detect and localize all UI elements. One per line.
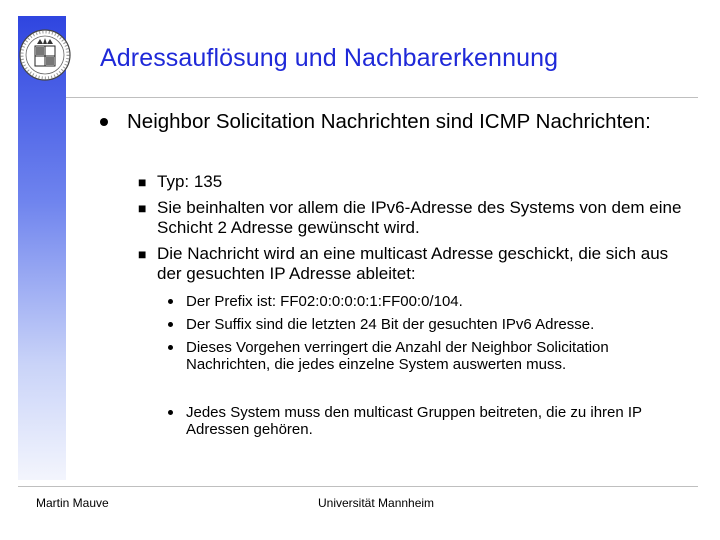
square-bullet-icon: ■ [138,174,147,190]
university-seal-icon [16,20,74,90]
footer-divider [18,486,698,487]
main-point: Neighbor Solicitation Nachrichten sind ICMP Nachrichten: [127,110,651,133]
dot-bullet-icon [168,322,173,327]
sub-sub-point: Der Prefix ist: FF02:0:0:0:0:1:FF00:0/104. [186,293,463,310]
square-bullet-icon: ■ [138,200,147,216]
dot-bullet-icon [168,410,173,415]
dot-bullet-icon [168,345,173,350]
dot-bullet-icon [168,299,173,304]
sub-sub-point: Der Suffix sind die letzten 24 Bit der gesuchten IPv6 Adresse. [186,316,595,333]
main-bullet [100,118,108,126]
footer-institution: Universität Mannheim [318,496,435,510]
title-divider [66,97,698,98]
sub-sub-point: Jedes System muss den multicast Gruppen beitreten, die zu ihren IP Adressen gehören. [186,404,642,438]
sub-point: Typ: 135 [157,172,223,191]
sub-point: Die Nachricht wird an eine multicast Adresse geschickt, die sich aus der gesuchten IP Adresse ableitet: [157,244,669,283]
sub-point: Sie beinhalten vor allem die IPv6-Adresse des Systems von dem eine Schicht 2 Adresse gewünscht wird. [157,198,682,237]
footer-author: Martin Mauve [36,496,109,510]
square-bullet-icon: ■ [138,246,147,262]
slide-title: Adressauflösung und Nachbarerkennung [100,44,559,72]
sub-sub-point: Dieses Vorgehen verringert die Anzahl der Neighbor Solicitation Nachrichten, die jedes einzelne System auswerten muss. [186,339,609,373]
